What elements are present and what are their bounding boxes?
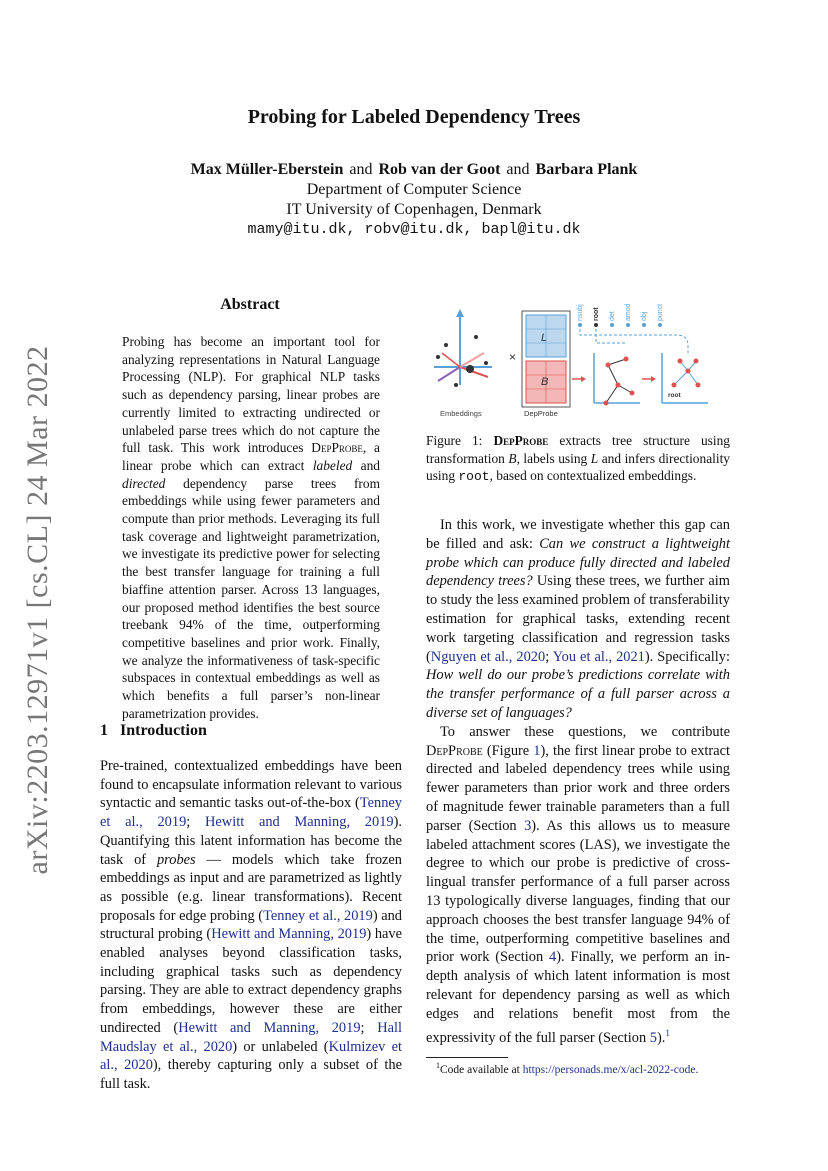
tree-node [630, 391, 635, 396]
relation-dot [658, 323, 662, 327]
relation-label: nsubj [577, 304, 584, 321]
intro-right-column [426, 516, 730, 1047]
depprobe-label: DepProbe [524, 409, 558, 418]
undirected-tree [572, 353, 640, 406]
author-block [0, 160, 828, 240]
citation-link[interactable]: Hall Maudslay et al., 2020 [100, 1019, 402, 1055]
section-number: 1 [100, 722, 108, 739]
research-question: How well do our probe’s predictions correlate with the transfer performance of a full parser across a diverse set of languages? [426, 667, 730, 721]
intro-text: — models which take frozen embeddings as input and are parametrized as lightly as possible (e.g. linear transformations). Recent proposals for edge probing ( [100, 851, 402, 924]
tree-node [604, 401, 609, 406]
depprobe-matrices [522, 311, 570, 418]
figure-ref-link[interactable]: 1 [533, 742, 541, 759]
tree-node [696, 383, 701, 388]
depprobe-name: DepProbe [426, 742, 483, 759]
author-emails: mamy@itu.dk, robv@itu.dk, bapl@itu.dk [247, 221, 581, 238]
vector-arrow [460, 367, 488, 377]
citation-link[interactable]: Hewitt and Manning, 2019 [205, 814, 394, 831]
intro-text: ) and structural probing ( [100, 907, 402, 943]
arxiv-sidebar [18, 345, 58, 875]
relation-label: det [609, 311, 616, 321]
abstract-part: and [352, 457, 380, 473]
footnote-number: 1 [436, 1061, 440, 1070]
footnote-divider [426, 1057, 508, 1058]
affiliation-university: IT University of Copenhagen, Denmark [286, 201, 542, 218]
affiliation-dept: Department of Computer Science [306, 181, 522, 198]
tree-node [624, 357, 629, 362]
intro-left-column [100, 757, 402, 1094]
vector-arrow [442, 353, 460, 367]
footnote-text: Code available at [440, 1063, 523, 1076]
footnote [436, 1061, 698, 1076]
code-url-link[interactable]: https://personads.me/x/acl-2022-code [522, 1063, 696, 1076]
author-1: Max Müller-Eberstein [190, 161, 344, 178]
intro-text: Using these trees, we further aim to study the less examined problem of transferability estimation for graphical tasks, extending recent work targeting classification and regression tasks ( [426, 573, 730, 665]
embedding-point [436, 355, 440, 359]
abstract-emphasis: labeled [312, 457, 353, 473]
matrix-B-label: B [541, 376, 549, 388]
intro-text: ; [186, 814, 206, 831]
relation-label: amod [625, 303, 632, 321]
citation-link[interactable]: Hewitt and Manning, 2019 [211, 926, 367, 943]
abstract-part: Probing has become an important tool for analyzing representations in Natural Language Processing (NLP). For graphical NLP tasks such as dependency parsing, linear probes are currently limited to extracting undirected or unlabeled parse trees which do not capture the full task. This work introduces [122, 334, 380, 456]
figure-1-caption [426, 432, 730, 486]
relation-dot [642, 323, 646, 327]
tree-edge [608, 365, 618, 385]
intro-text: ), the first linear probe to extract directed and labeled dependency trees while using fewer parameters than prior work and three orders of magnitude fewer trainable parameters than a full parser (Section [426, 742, 730, 834]
intro-text: ) or unlabeled ( [232, 1038, 329, 1055]
figure-1-diagram [426, 285, 730, 425]
caption-part: , labels using [516, 450, 591, 466]
abstract-part: dependency parse trees from embeddings while using fewer parameters and compute than prior methods. Leveraging its full task coverage and lightweight parametrization, we investigate its predictive power for selecting the best transfer language for training a full biaffine attention parser. Across 13 languages, our proposed method identifies the best source treebank 94% of the time, outperforming competitive baselines and prior work. Finally, we analyze the informativeness of task-specific subspaces in contextual embeddings as well as which benefits a full parser’s non-linear parametrization provides. [122, 475, 380, 721]
arxiv-identifier: arXiv:2203.12971v1 [cs.CL] 24 Mar 2022 [21, 345, 54, 875]
embeddings-label: Embeddings [440, 409, 482, 418]
author-line [0, 160, 828, 180]
author-3: Barbara Plank [535, 161, 638, 178]
embedding-point [466, 365, 474, 373]
intro-text: ). [657, 1029, 666, 1046]
citation-link[interactable]: Kulmizev et al., 2020 [100, 1038, 403, 1074]
intro-text: In this work, we investigate whether this gap can be filled and ask: [426, 517, 730, 552]
tree-edge [606, 385, 618, 403]
tree-edge [608, 359, 626, 365]
paper-title: Probing for Labeled Dependency Trees [247, 106, 581, 128]
abstract-text [122, 333, 380, 722]
tree-node [606, 363, 611, 368]
research-question: Can we construct a lightweight probe which can produce fully directed and labeled dependency trees? [426, 535, 730, 590]
root-label: root [668, 392, 681, 399]
section-ref-link[interactable]: 3 [524, 817, 532, 834]
depprobe-name: DepProbe [311, 440, 363, 456]
intro-text: ) have enabled analyses beyond classification tasks, including graphical tasks such as dependency parsing. They are able to extract dependency graphs from embeddings, however these are either undirected ( [100, 926, 402, 1036]
abstract-emphasis: directed [122, 475, 166, 491]
citation-link[interactable]: You et al., 2021 [552, 648, 645, 665]
vector-arrow [438, 367, 460, 381]
intro-text: To answer these questions, we contribute [440, 723, 730, 740]
embedding-point [484, 361, 488, 365]
tree-edge [674, 371, 688, 385]
citation-link[interactable]: Nguyen et al., 2020 [430, 648, 546, 665]
abstract-heading: Abstract [220, 296, 280, 313]
embedding-point [474, 335, 478, 339]
intro-text: ). Quantifying this latent information has become the task of [100, 814, 402, 868]
footnote-text: . [695, 1063, 699, 1076]
section-ref-link[interactable]: 5 [649, 1029, 657, 1046]
citation-link[interactable]: Hewitt and Manning, 2019 [178, 1019, 361, 1036]
tree-node [694, 359, 699, 364]
tree-node [686, 369, 691, 374]
embedding-point [454, 383, 458, 387]
intro-emphasis: probes [156, 851, 196, 868]
tree-node [678, 359, 683, 364]
intro-text: ). Finally, we perform an in-depth analysis of which latent information is most relevant for dependency parsing as well as which edges and relations benefit most from the expressivity of the full parser (Section [426, 949, 730, 1046]
intro-text: ), thereby capturing only a subset of the full task. [100, 1057, 402, 1092]
arrow-head [651, 376, 656, 382]
caption-part: and infers directionality using [426, 450, 730, 484]
caption-part: Figure 1: [426, 433, 494, 448]
relation-label: punct [657, 303, 664, 321]
tree-node [616, 383, 621, 388]
footnote-mark-link[interactable]: 1 [665, 1027, 670, 1038]
and-word: and [349, 161, 373, 178]
intro-text: Pre-trained, contextualized embeddings have been found to encapsulate information relevant to various syntactic and semantic tasks out-of-the-box ( [100, 758, 402, 812]
caption-math: B [508, 450, 517, 466]
relation-label: obj [641, 311, 648, 321]
vector-arrow [460, 353, 484, 367]
tree-edge [688, 371, 698, 385]
intro-text: ; [360, 1019, 378, 1036]
arrow-head [581, 376, 586, 382]
intro-text: ). As this allows us to measure labeled attachment scores (LAS), we investigate the degree to which our probe is predictive of cross-lingual transfer performance of a full parser across 13 typologically diverse languages, finding that our approach chooses the best transfer language 94% of the time, outperforming competitive baselines and prior work (Section [426, 817, 730, 966]
section-title: Introduction [120, 722, 207, 739]
intro-text: ). Specifically: [644, 648, 731, 665]
caption-depprobe: DepProbe [493, 433, 549, 448]
citation-link[interactable]: Tenney et al., 2019 [263, 907, 373, 924]
relation-labels [577, 303, 688, 355]
relation-label: root [593, 307, 600, 321]
embedding-point [444, 343, 448, 347]
citation-link[interactable]: Tenney et al., 2019 [100, 795, 402, 831]
intro-text: (Figure [482, 742, 534, 759]
arrow-head [456, 309, 464, 317]
intro-text: ; [545, 648, 553, 665]
caption-part: extracts tree structure using transformation [426, 433, 730, 466]
relation-dot [594, 323, 598, 327]
relation-dot [626, 323, 630, 327]
embedding-space [434, 309, 492, 418]
relation-dot [578, 323, 582, 327]
intro-paragraph [426, 516, 730, 723]
dashed-connector [596, 329, 626, 343]
and-word: and [506, 161, 530, 178]
caption-part: , based on contextualized embeddings. [489, 468, 697, 484]
intro-paragraph [426, 723, 730, 1047]
section-heading-introduction [100, 722, 207, 740]
labeled-tree [642, 353, 708, 403]
abstract-part: , a linear probe which can extract [122, 440, 380, 473]
section-ref-link[interactable]: 4 [549, 949, 557, 966]
matrix-L-label: L [541, 332, 548, 344]
caption-math: L [590, 450, 599, 466]
relation-dot [610, 323, 614, 327]
tree-node [672, 383, 677, 388]
author-2: Rob van der Goot [378, 161, 501, 178]
multiply-sign: × [509, 350, 517, 364]
caption-code: root [458, 469, 490, 485]
